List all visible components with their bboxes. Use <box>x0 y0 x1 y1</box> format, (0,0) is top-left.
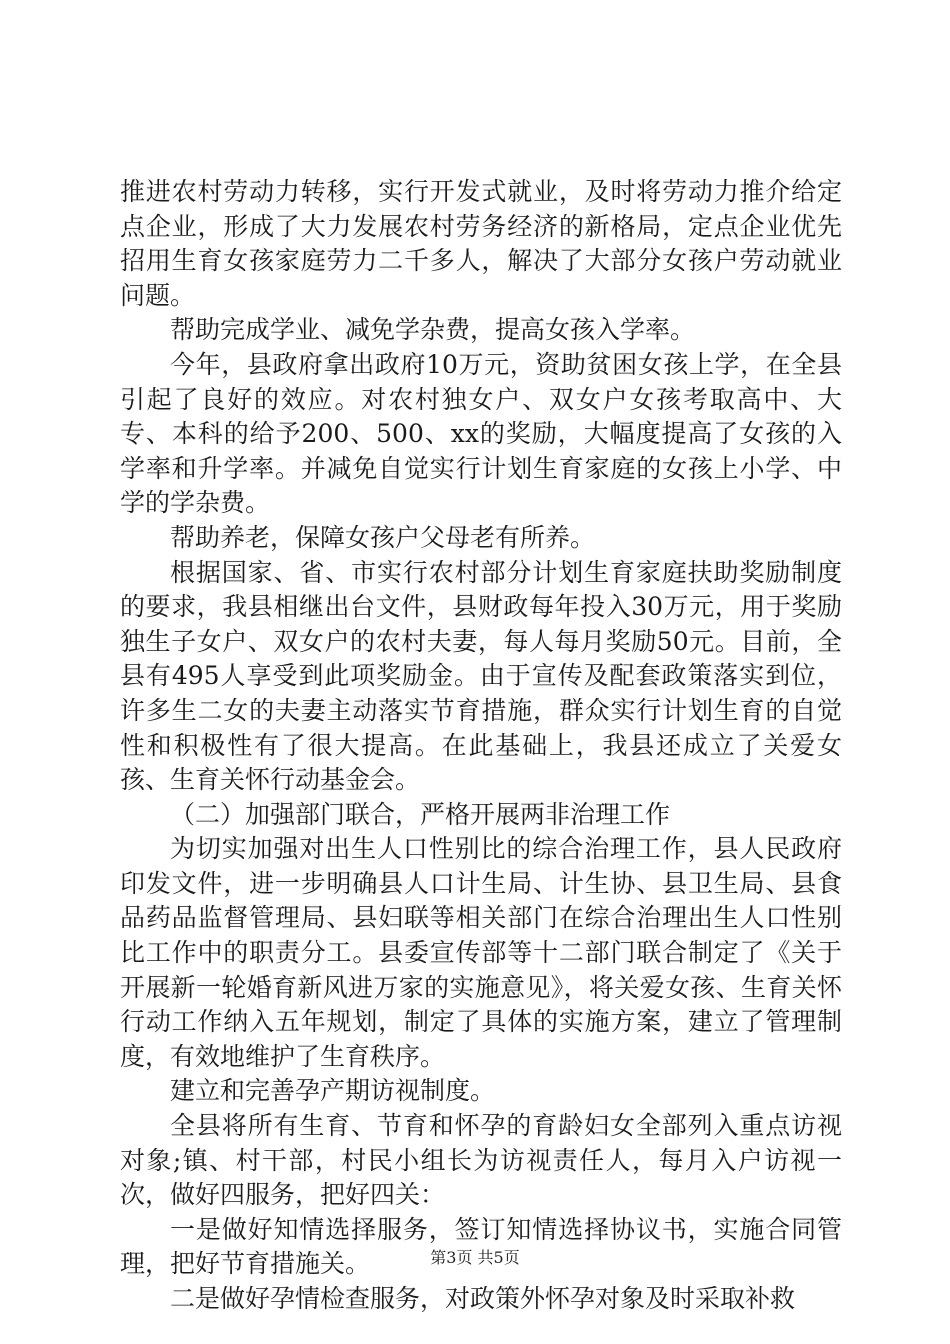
paragraph-education-heading: 帮助完成学业、减免学杂费，提高女孩入学率。 <box>170 315 696 345</box>
paragraph-visit-system-heading: 建立和完善孕产期访视制度。 <box>170 1076 496 1106</box>
document-body <box>120 175 842 1317</box>
paragraph-item-two: 二是做好孕情检查服务，对政策外怀孕对象及时采取补救 <box>170 1284 796 1313</box>
paragraph-elderly-heading: 帮助养老，保障女孩户父母老有所养。 <box>170 522 596 552</box>
section-heading-department-cooperation: （二）加强部门联合，严格开展两非治理工作 <box>170 799 671 829</box>
paragraph-item-one: 一是做好知情选择服务，签订知情选择协议书，实施合同管理，把好节育措施关。 <box>120 1214 842 1279</box>
paragraph-labor-transfer: 推进农村劳动力转移，实行开发式就业，及时将劳动力推介给定点企业，形成了大力发展农村劳务经济的新格局，定点企业优先招用生育女孩家庭劳力二千多人，解决了大部分女孩户劳动就业问题。 <box>120 177 842 310</box>
paragraph-visit-targets: 全县将所有生育、节育和怀孕的育龄妇女全部列入重点访视对象;镇、村干部，村民小组长为访视责任人，每月入户访视一次，做好四服务，把好四关： <box>120 1111 842 1210</box>
paragraph-education-funding: 今年，县政府拿出政府10万元，资助贫困女孩上学，在全县引起了良好的效应。对农村独女户、双女户女孩考取高中、大专、本科的给予200、500、xx的奖励，大幅度提高了女孩的入学率和升学率。并减免自觉实行计划生育家庭的女孩上小学、中学的学杂费。 <box>120 349 842 518</box>
page-number-footer: 第3页 共5页 <box>430 1248 520 1267</box>
paragraph-department-cooperation: 为切实加强对出生人口性别比的综合治理工作，县人民政府印发文件，进一步明确县人口计生局、计生协、县卫生局、县食品药品监督管理局、县妇联等相关部门在综合治理出生人口性别比工作中的职责分工。县委宣传部等十二部门联合制定了《关于开展新一轮婚育新风进万家的实施意见》，将关爱女孩、生育关怀行动工作纳入五年规划，制定了具体的实施方案，建立了管理制度，有效地维护了生育秩序。 <box>120 834 842 1071</box>
paragraph-reward-system: 根据国家、省、市实行农村部分计划生育家庭扶助奖励制度的要求，我县相继出台文件，县财政每年投入30万元，用于奖励独生子女户、双女户的农村夫妻，每人每月奖励50元。目前，全县有495人享受到此项奖励金。由于宣传及配套政策落实到位，许多生二女的夫妻主动落实节育措施，群众实行计划生育的自觉性和积极性有了很大提高。在此基础上，我县还成立了关爱女孩、生育关怀行动基金会。 <box>120 557 842 795</box>
